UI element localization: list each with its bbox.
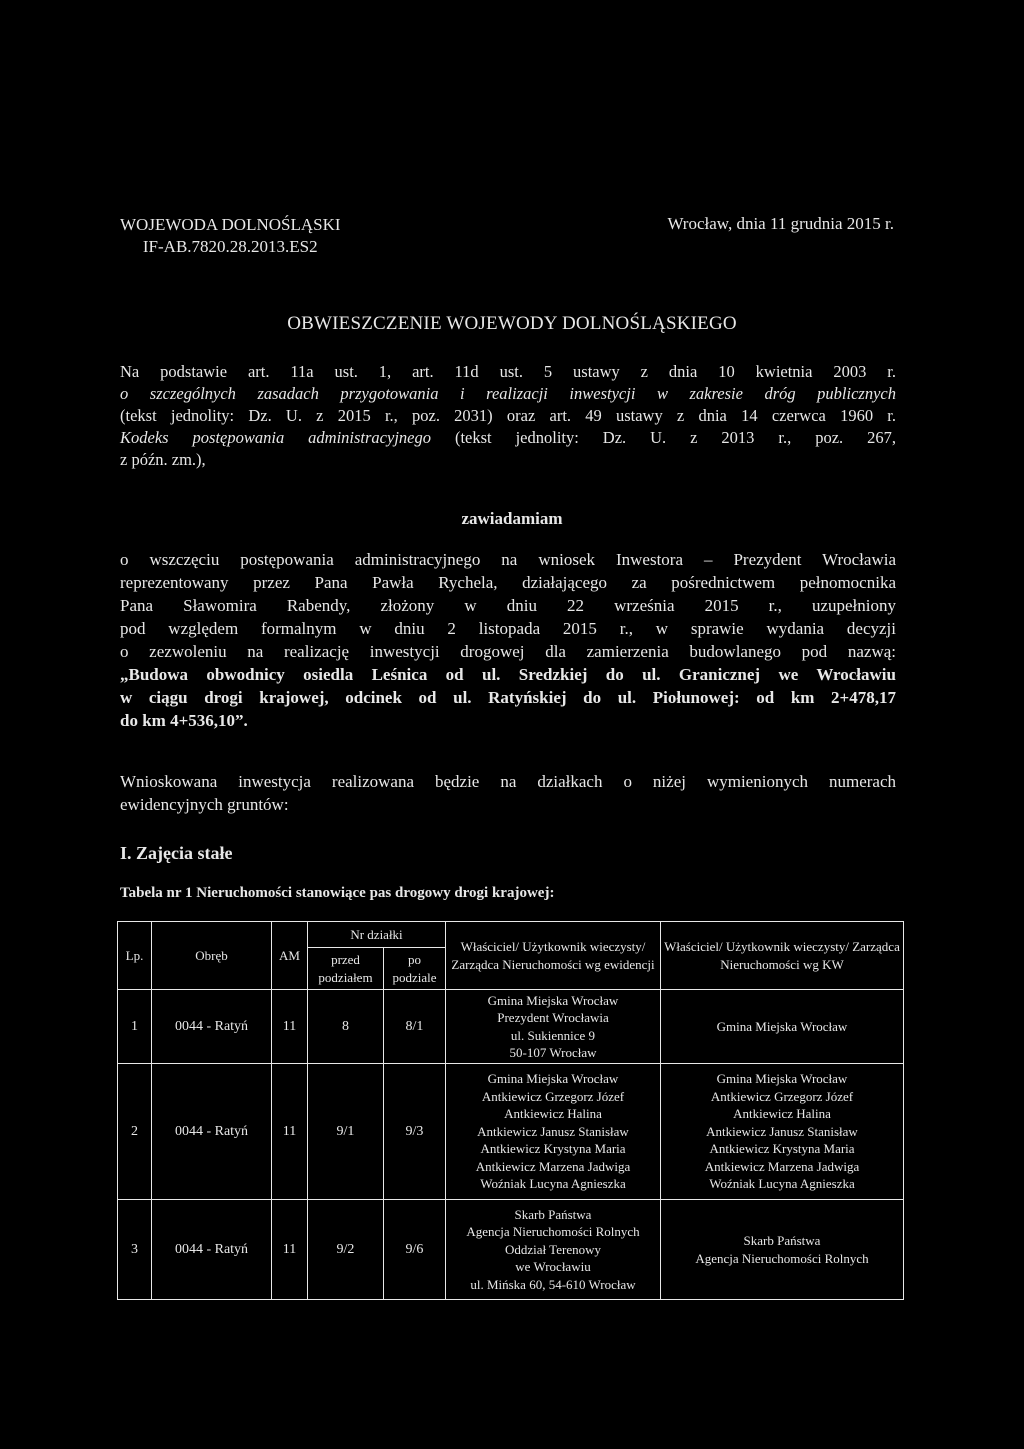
owner-line: Prezydent Wrocławia <box>497 1010 609 1025</box>
owner-line: Gmina Miejska Wrocław <box>487 992 619 1008</box>
header-owner-registry: Właściciel/ Użytkownik wieczysty/ Zarządca Nieruchomości wg ewidencji <box>446 922 661 990</box>
cell-am: 11 <box>272 1064 308 1200</box>
header-left <box>120 214 341 258</box>
table-row <box>118 990 904 1064</box>
code-name: Kodeks postępowania administracyjnego <box>120 428 431 447</box>
reference-number: IF-AB.7820.28.2013.ES2 <box>142 237 318 256</box>
cell-owner-registry <box>446 990 661 1064</box>
header-owner-kw: Właściciel/ Użytkownik wieczysty/ Zarządca Nieruchomości wg KW <box>661 922 904 990</box>
header-before-division: przed podziałem <box>308 948 384 990</box>
parcels-table <box>117 921 904 1300</box>
owner-line: Gmina Miejska Wrocław <box>716 1071 848 1087</box>
cell-am: 11 <box>272 990 308 1064</box>
cell-owner-kw <box>661 990 904 1064</box>
owner-line: Oddział Terenowy <box>505 1241 601 1257</box>
legal-basis-line: z późn. zm.), <box>120 450 206 469</box>
cell-owner-kw <box>661 1064 904 1200</box>
owner-line: Gmina Miejska Wrocław <box>487 1071 619 1087</box>
body-line: o zezwoleniu na realizację inwestycji drogowej dla zamierzenia budowlanego pod nazwą: <box>120 642 896 661</box>
table-row <box>118 1064 904 1200</box>
body-line: pod względem formalnym w dniu 2 listopada 2015 r., w sprawie wydania decyzji <box>120 619 896 638</box>
cell-before-division: 9/2 <box>308 1200 384 1300</box>
table-row <box>118 1200 904 1300</box>
place-date: Wrocław, dnia 11 grudnia 2015 r. <box>667 214 894 233</box>
project-name-line: w ciągu drogi krajowej, odcinek od ul. Ratyńskiej do ul. Piołunowej: od km 2+478,17 <box>120 688 896 707</box>
cell-owner-registry <box>446 1064 661 1200</box>
owner-line: Antkiewicz Janusz Stanisław <box>706 1123 858 1139</box>
owner-line: Antkiewicz Janusz Stanisław <box>477 1123 629 1139</box>
body-line: Pana Sławomira Rabendy, złożony w dniu 22 września 2015 r., uzupełniony <box>120 596 896 615</box>
owner-line: Antkiewicz Marzena Jadwiga <box>704 1158 860 1174</box>
legal-basis-line <box>120 427 896 449</box>
cell-am: 11 <box>272 1200 308 1300</box>
cell-after-division: 9/6 <box>384 1200 446 1300</box>
legal-basis-line: (tekst jednolity: Dz. U. z 2015 r., poz. 2031) oraz art. 49 ustawy z dnia 14 czerwca 1960 r. <box>120 406 896 425</box>
owner-line: Antkiewicz Halina <box>504 1106 602 1122</box>
owner-line: Woźniak Lucyna Agnieszka <box>709 1176 855 1192</box>
cell-owner-registry <box>446 1200 661 1300</box>
document-title: OBWIESZCZENIE WOJEWODY DOLNOŚLĄSKIEGO <box>287 313 737 334</box>
cell-obreb: 0044 - Ratyń <box>152 1064 272 1200</box>
cell-lp: 2 <box>118 1064 152 1200</box>
header-after-division: po podziale <box>384 948 446 990</box>
owner-line: Antkiewicz Krystyna Maria <box>709 1141 855 1157</box>
owner-line: Gmina Miejska Wrocław <box>716 1018 848 1034</box>
announce-heading: zawiadamiam <box>461 509 563 528</box>
table-caption: Tabela nr 1 Nieruchomości stanowiące pas drogowy drogi krajowej: <box>120 885 555 901</box>
project-name-line: do km 4+536,10”. <box>120 711 248 730</box>
section-title: I. Zajęcia stałe <box>120 843 233 863</box>
owner-line: ul. Mińska 60, 54-610 Wrocław <box>470 1276 636 1292</box>
owner-line: Skarb Państwa <box>514 1206 592 1222</box>
investment-line: ewidencyjnych gruntów: <box>120 795 289 814</box>
owner-line: ul. Sukiennice 9 <box>510 1027 596 1043</box>
body-line: o wszczęciu postępowania administracyjnego na wniosek Inwestora – Prezydent Wrocławia <box>120 550 896 569</box>
cell-obreb: 0044 - Ratyń <box>152 990 272 1064</box>
body-line: reprezentowany przez Pana Pawła Rychela, działającego za pośrednictwem pełnomocnika <box>120 573 896 592</box>
owner-line: Skarb Państwa <box>743 1233 821 1248</box>
authority-name: WOJEWODA DOLNOŚLĄSKI <box>120 215 341 234</box>
cell-owner-kw <box>661 1200 904 1300</box>
owner-line: Antkiewicz Marzena Jadwiga <box>475 1158 631 1174</box>
cell-obreb: 0044 - Ratyń <box>152 1200 272 1300</box>
header-am: AM <box>272 922 308 990</box>
owner-line: Antkiewicz Grzegorz Józef <box>481 1088 625 1104</box>
owner-line: Antkiewicz Grzegorz Józef <box>710 1088 854 1104</box>
header-obreb: Obręb <box>152 922 272 990</box>
cell-before-division: 9/1 <box>308 1064 384 1200</box>
cell-lp: 1 <box>118 990 152 1064</box>
legal-basis <box>120 361 896 471</box>
owner-line: Agencja Nieruchomości Rolnych <box>466 1224 640 1240</box>
owner-line: 50-107 Wrocław <box>509 1045 597 1060</box>
owner-line: Antkiewicz Krystyna Maria <box>480 1141 626 1157</box>
code-reference: (tekst jednolity: Dz. U. z 2013 r., poz. 267, <box>431 428 896 447</box>
cell-after-division: 9/3 <box>384 1064 446 1200</box>
header-lp: Lp. <box>118 922 152 990</box>
owner-line: Agencja Nieruchomości Rolnych <box>695 1250 869 1266</box>
notice-body <box>120 548 896 732</box>
investment-paragraph <box>120 770 896 816</box>
table-body <box>118 990 904 1300</box>
investment-line: Wnioskowana inwestycja realizowana będzie na działkach o niżej wymienionych numerach <box>120 772 896 791</box>
cell-before-division: 8 <box>308 990 384 1064</box>
cell-lp: 3 <box>118 1200 152 1300</box>
owner-line: we Wrocławiu <box>515 1259 591 1275</box>
legal-basis-line: Na podstawie art. 11a ust. 1, art. 11d ust. 5 ustawy z dnia 10 kwietnia 2003 r. <box>120 362 896 381</box>
owner-line: Antkiewicz Halina <box>733 1106 831 1122</box>
project-name-line: „Budowa obwodnicy osiedla Leśnica od ul. Sredzkiej do ul. Granicznej we Wrocławiu <box>120 665 896 684</box>
owner-line: Woźniak Lucyna Agnieszka <box>480 1176 626 1192</box>
cell-after-division: 8/1 <box>384 990 446 1064</box>
header-nr-dzialki: Nr działki <box>308 922 446 948</box>
legal-basis-line: o szczególnych zasadach przygotowania i realizacji inwestycji w zakresie dróg publicznych <box>120 384 896 403</box>
